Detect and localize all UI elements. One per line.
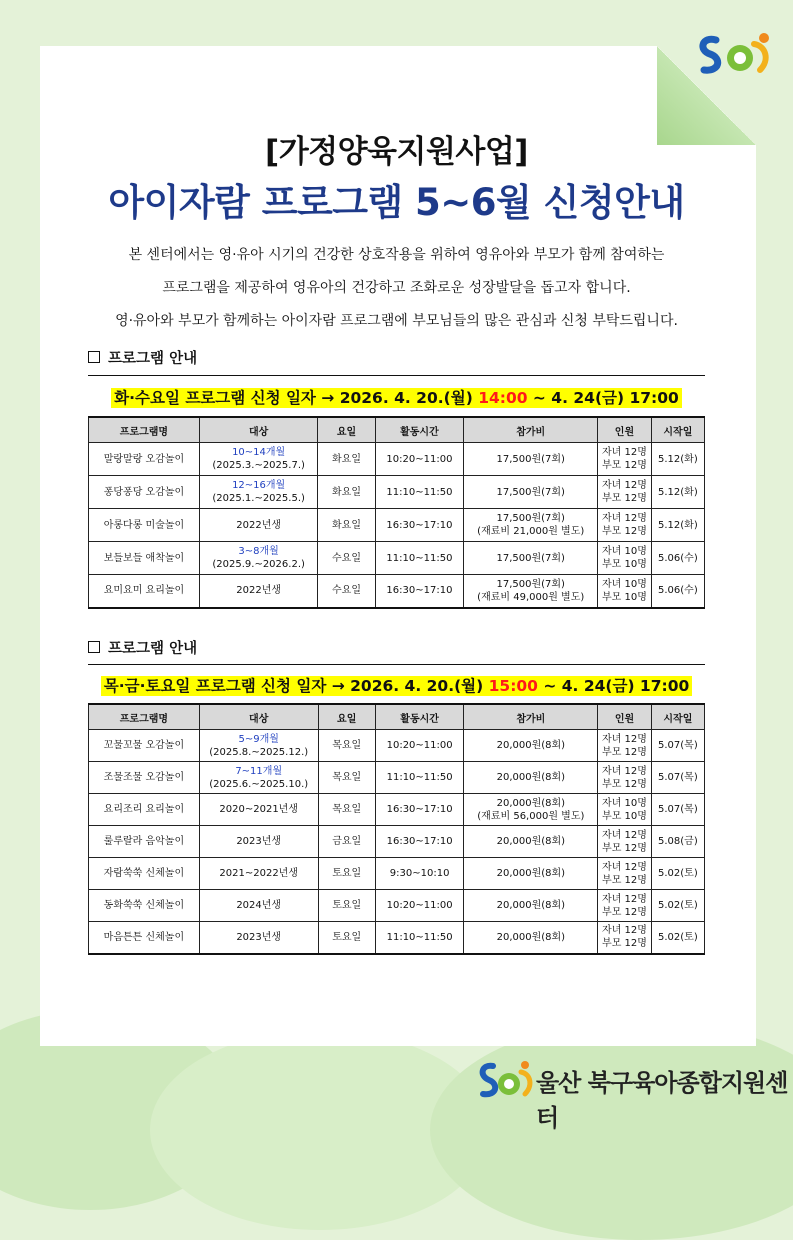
capacity-parent: 부모 12명 xyxy=(602,874,647,886)
time-cell: 10:20~11:00 xyxy=(375,443,464,476)
capacity-child: 자녀 12명 xyxy=(602,480,647,491)
divider xyxy=(88,664,705,665)
capacity-cell xyxy=(598,922,651,954)
fee-cell xyxy=(464,858,598,890)
checkbox-square-icon xyxy=(88,351,100,363)
fee-amount: 17,500원(7회) xyxy=(496,453,565,465)
time-cell: 16:30~17:10 xyxy=(375,509,464,542)
start-date-cell: 5.02(토) xyxy=(651,858,704,890)
program-name-cell: 말랑말랑 오감놀이 xyxy=(89,443,200,476)
column-header: 활동시간 xyxy=(375,417,464,443)
table-row xyxy=(89,443,705,476)
capacity-child: 자녀 10명 xyxy=(602,797,647,809)
target-cell xyxy=(199,542,317,575)
table-header-row xyxy=(89,417,705,443)
capacity-parent: 부모 12명 xyxy=(602,526,647,537)
target-birth-range: (2025.3.~2025.7.) xyxy=(212,460,305,471)
program-name-cell: 룰루랄라 음악놀이 xyxy=(89,826,200,858)
table-row xyxy=(89,922,705,954)
intro-line: 본 센터에서는 영·유아 시기의 건강한 상호작용을 위하여 영유아와 부모가 함께 참여하는 xyxy=(128,247,665,263)
table-row xyxy=(89,542,705,575)
start-date-cell: 5.02(토) xyxy=(651,922,704,954)
time-cell: 11:10~11:50 xyxy=(375,762,464,794)
fee-amount: 17,500원(7회) xyxy=(496,486,565,498)
program-name-cell: 보들보들 애착놀이 xyxy=(89,542,200,575)
time-cell: 10:20~11:00 xyxy=(375,730,464,762)
target-birth-range: (2025.9.~2026.2.) xyxy=(212,559,305,570)
fee-amount: 17,500원(7회) xyxy=(496,552,565,564)
material-fee: (재료비 49,000원 별도) xyxy=(477,591,585,603)
fee-amount: 20,000원(8회) xyxy=(496,740,566,751)
application-period-banner xyxy=(0,386,793,408)
fee-amount: 20,000원(8회) xyxy=(496,772,566,783)
capacity-child: 자녀 12명 xyxy=(602,765,647,777)
capacity-parent: 부모 10명 xyxy=(602,810,647,822)
day-cell: 수요일 xyxy=(318,542,375,575)
day-cell: 토요일 xyxy=(318,890,375,922)
time-cell: 10:20~11:00 xyxy=(375,890,464,922)
day-cell: 수요일 xyxy=(318,575,375,608)
table-row xyxy=(89,890,705,922)
target-cell xyxy=(199,575,317,608)
fee-cell xyxy=(464,509,598,542)
organization-name: 울산 북구육아종합지원센터 xyxy=(536,1069,788,1132)
column-header: 인원 xyxy=(598,704,651,730)
fee-cell xyxy=(464,575,598,608)
fee-cell xyxy=(464,762,598,794)
fee-cell xyxy=(464,443,598,476)
day-cell: 화요일 xyxy=(318,443,375,476)
target-age: 10~14개월 xyxy=(232,447,286,458)
fee-amount: 20,000원(8회) xyxy=(496,931,566,943)
target-cell xyxy=(199,443,317,476)
material-fee: (재료비 21,000원 별도) xyxy=(477,526,585,537)
column-header: 프로그램명 xyxy=(89,704,200,730)
column-header: 참가비 xyxy=(464,417,598,443)
day-cell: 목요일 xyxy=(318,794,375,826)
start-date-cell: 5.07(목) xyxy=(651,762,704,794)
target-age: 2022년생 xyxy=(236,585,282,597)
start-date-cell: 5.06(수) xyxy=(651,542,704,575)
capacity-parent: 부모 12명 xyxy=(602,746,647,758)
fee-amount: 20,000원(8회) xyxy=(496,797,566,809)
target-cell xyxy=(199,890,318,922)
capacity-cell xyxy=(598,509,652,542)
fee-amount: 17,500원(7회) xyxy=(496,513,565,524)
capacity-parent: 부모 12명 xyxy=(602,938,647,950)
intro-line: 프로그램을 제공하여 영유아의 건강하고 조화로운 성장발달을 돕고자 합니다. xyxy=(162,280,631,296)
column-header: 대상 xyxy=(199,704,318,730)
application-period-banner xyxy=(0,674,793,696)
column-header: 시작일 xyxy=(651,704,704,730)
capacity-child: 자녀 12명 xyxy=(602,513,647,524)
checkbox-square-icon xyxy=(88,641,100,653)
target-cell xyxy=(199,858,318,890)
capacity-child: 자녀 12명 xyxy=(602,447,647,458)
program-name-cell: 동화쑥쑥 신체놀이 xyxy=(89,890,200,922)
program-name-cell: 퐁당퐁당 오감놀이 xyxy=(89,476,200,509)
day-cell: 토요일 xyxy=(318,922,375,954)
start-date-cell: 5.07(목) xyxy=(651,794,704,826)
capacity-child: 자녀 12명 xyxy=(602,925,647,937)
table-row xyxy=(89,858,705,890)
program-name-cell: 아롱다롱 미술놀이 xyxy=(89,509,200,542)
time-cell: 16:30~17:10 xyxy=(375,826,464,858)
table-row xyxy=(89,476,705,509)
target-cell xyxy=(199,476,317,509)
capacity-cell xyxy=(598,542,652,575)
column-header: 인원 xyxy=(598,417,652,443)
capacity-child: 자녀 10명 xyxy=(602,546,647,557)
target-age: 12~16개월 xyxy=(232,480,286,491)
table-header-row xyxy=(89,704,705,730)
target-age: 7~11개월 xyxy=(235,765,283,777)
program-name-cell: 요미요미 요리놀이 xyxy=(89,575,200,608)
fee-cell xyxy=(464,922,598,954)
table-row xyxy=(89,575,705,608)
target-age: 2021~2022년생 xyxy=(219,868,299,879)
banner-text: 목·금·토요일 프로그램 신청 일자 → 2026. 4. 20.(월) xyxy=(103,677,489,695)
time-cell: 11:10~11:50 xyxy=(375,922,464,954)
banner-start-time: 15:00 xyxy=(488,677,538,695)
capacity-parent: 부모 12명 xyxy=(602,460,647,471)
capacity-cell xyxy=(598,443,652,476)
table-row xyxy=(89,794,705,826)
banner-start-time: 14:00 xyxy=(478,389,528,407)
fee-amount: 20,000원(8회) xyxy=(496,900,566,911)
target-birth-range: (2025.1.~2025.5.) xyxy=(212,493,305,504)
banner-text: 화·수요일 프로그램 신청 일자 → 2026. 4. 20.(월) xyxy=(114,389,479,407)
fee-cell xyxy=(464,826,598,858)
fee-amount: 17,500원(7회) xyxy=(496,578,565,590)
start-date-cell: 5.12(화) xyxy=(651,443,704,476)
banner-text-end: ~ 4. 24(금) 17:00 xyxy=(527,389,679,407)
banner-text-end: ~ 4. 24(금) 17:00 xyxy=(537,677,690,695)
target-age: 5~9개월 xyxy=(238,733,279,745)
table-row xyxy=(89,762,705,794)
target-cell xyxy=(199,762,318,794)
fee-cell xyxy=(464,476,598,509)
capacity-cell xyxy=(598,730,651,762)
start-date-cell: 5.06(수) xyxy=(651,575,704,608)
day-cell: 토요일 xyxy=(318,858,375,890)
capacity-parent: 부모 12명 xyxy=(602,493,647,504)
capacity-child: 자녀 12명 xyxy=(602,893,647,905)
footer-logo-icon xyxy=(477,1056,533,1106)
target-cell xyxy=(199,509,317,542)
time-cell: 11:10~11:50 xyxy=(375,542,464,575)
capacity-child: 자녀 12명 xyxy=(602,861,647,873)
capacity-parent: 부모 10명 xyxy=(602,591,647,603)
day-cell: 목요일 xyxy=(318,730,375,762)
day-cell: 목요일 xyxy=(318,762,375,794)
target-cell xyxy=(199,826,318,858)
section-heading-label: 프로그램 안내 xyxy=(108,641,198,657)
table-row xyxy=(89,509,705,542)
target-age: 2020~2021년생 xyxy=(219,804,299,815)
program-table xyxy=(88,416,705,609)
column-header: 활동시간 xyxy=(375,704,464,730)
program-name-cell: 자람쑥쑥 신체놀이 xyxy=(89,858,200,890)
capacity-parent: 부모 10명 xyxy=(602,559,647,570)
capacity-cell xyxy=(598,762,651,794)
page-title: 아이자람 프로그램 5~6월 신청안내 xyxy=(108,181,685,224)
target-cell xyxy=(199,730,318,762)
table-row xyxy=(89,730,705,762)
center-logo-icon xyxy=(694,26,778,82)
time-cell: 16:30~17:10 xyxy=(375,575,464,608)
start-date-cell: 5.12(화) xyxy=(651,476,704,509)
target-age: 3~8개월 xyxy=(238,546,279,557)
fee-amount: 20,000원(8회) xyxy=(496,868,566,879)
target-cell xyxy=(199,922,318,954)
fee-amount: 20,000원(8회) xyxy=(496,836,566,847)
program-name-cell: 요리조리 요리놀이 xyxy=(89,794,200,826)
program-name-cell: 조물조물 오감놀이 xyxy=(89,762,200,794)
target-age: 2022년생 xyxy=(236,519,282,531)
divider xyxy=(88,375,705,376)
material-fee: (재료비 56,000원 별도) xyxy=(477,810,585,822)
column-header: 요일 xyxy=(318,417,375,443)
table-row xyxy=(89,826,705,858)
target-age: 2023년생 xyxy=(236,836,282,847)
start-date-cell: 5.02(토) xyxy=(651,890,704,922)
target-age: 2023년생 xyxy=(236,931,282,943)
fee-cell xyxy=(464,542,598,575)
section-heading xyxy=(88,637,197,658)
capacity-child: 자녀 10명 xyxy=(602,578,647,590)
target-cell xyxy=(199,794,318,826)
capacity-cell xyxy=(598,794,651,826)
section-heading-label: 프로그램 안내 xyxy=(108,351,198,367)
day-cell: 화요일 xyxy=(318,509,375,542)
start-date-cell: 5.12(화) xyxy=(651,509,704,542)
column-header: 요일 xyxy=(318,704,375,730)
time-cell: 16:30~17:10 xyxy=(375,794,464,826)
day-cell: 금요일 xyxy=(318,826,375,858)
column-header: 프로그램명 xyxy=(89,417,200,443)
capacity-child: 자녀 12명 xyxy=(602,829,647,841)
target-birth-range: (2025.6.~2025.10.) xyxy=(209,778,309,790)
capacity-cell xyxy=(598,890,651,922)
time-cell: 11:10~11:50 xyxy=(375,476,464,509)
column-header: 시작일 xyxy=(651,417,704,443)
capacity-child: 자녀 12명 xyxy=(602,733,647,745)
capacity-parent: 부모 12명 xyxy=(602,842,647,854)
fee-cell xyxy=(464,890,598,922)
fee-cell xyxy=(464,794,598,826)
capacity-parent: 부모 12명 xyxy=(602,906,647,918)
day-cell: 화요일 xyxy=(318,476,375,509)
section-heading xyxy=(88,347,197,368)
target-age: 2024년생 xyxy=(236,900,282,911)
capacity-cell xyxy=(598,575,652,608)
program-name-cell: 마음튼튼 신체놀이 xyxy=(89,922,200,954)
start-date-cell: 5.07(목) xyxy=(651,730,704,762)
capacity-cell xyxy=(598,858,651,890)
start-date-cell: 5.08(금) xyxy=(651,826,704,858)
column-header: 참가비 xyxy=(464,704,598,730)
fee-cell xyxy=(464,730,598,762)
capacity-parent: 부모 12명 xyxy=(602,778,647,790)
intro-line: 영·유아와 부모가 함께하는 아이자람 프로그램에 부모님들의 많은 관심과 신청 부탁드립니다. xyxy=(115,313,678,329)
time-cell: 9:30~10:10 xyxy=(375,858,464,890)
column-header: 대상 xyxy=(199,417,317,443)
target-birth-range: (2025.8.~2025.12.) xyxy=(209,746,309,758)
capacity-cell xyxy=(598,826,651,858)
program-table xyxy=(88,703,705,955)
capacity-cell xyxy=(598,476,652,509)
program-name-cell: 꼬물꼬물 오감놀이 xyxy=(89,730,200,762)
subtitle: [가정양육지원사업] xyxy=(265,134,528,170)
